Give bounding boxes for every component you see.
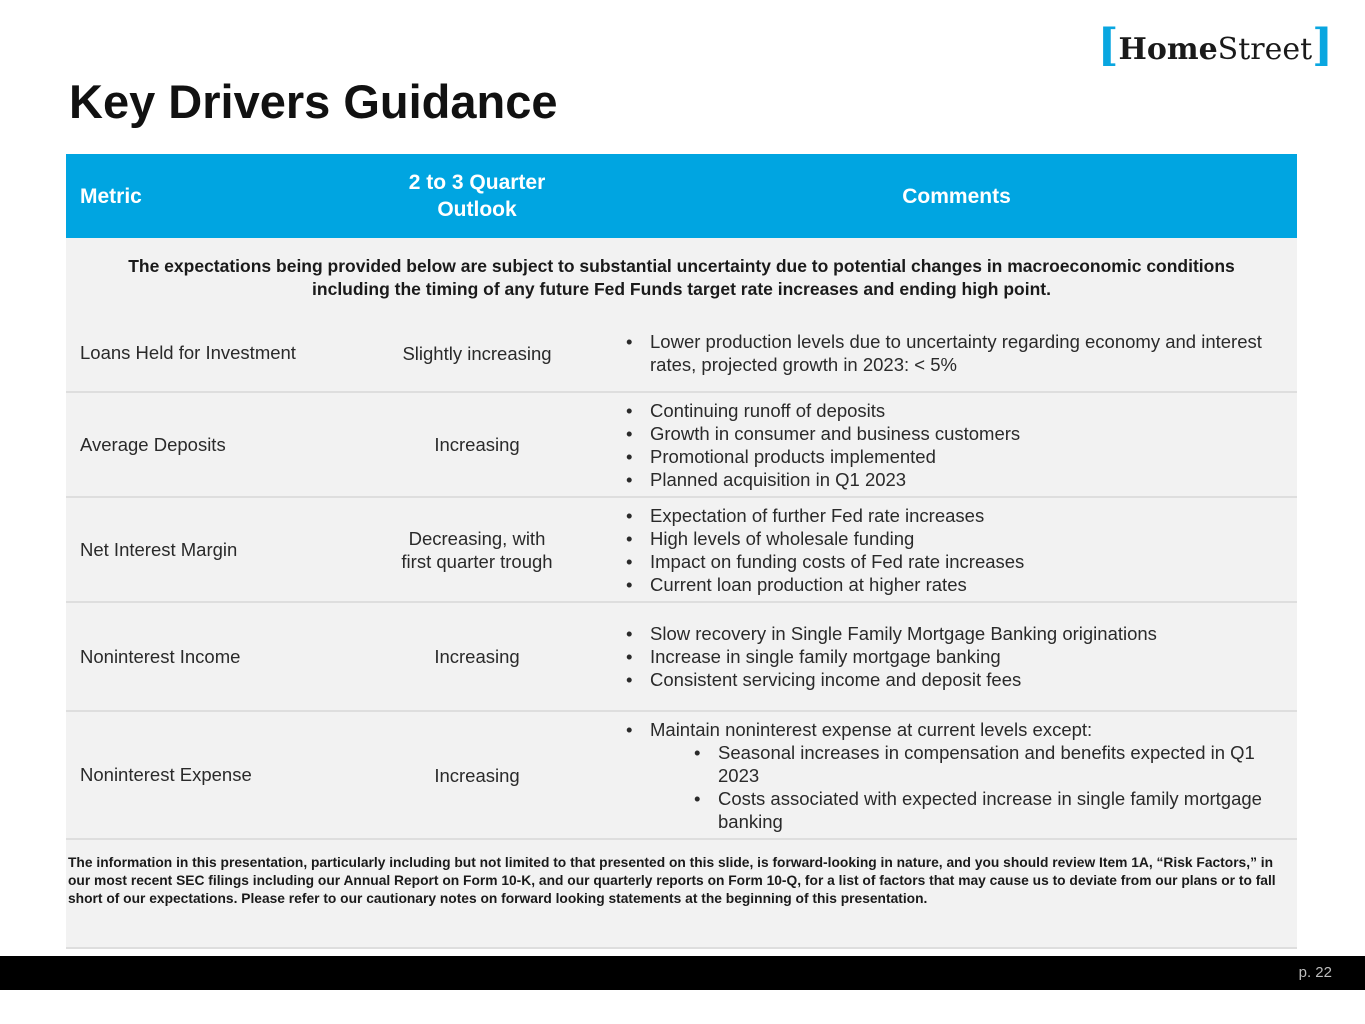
metric-cell: Average Deposits — [66, 392, 338, 497]
outlook-cell: Increasing — [338, 602, 616, 711]
comment-item: • Impact on funding costs of Fed rate increases — [624, 550, 1285, 573]
comments-cell — [616, 392, 1297, 497]
comment-item: • Current loan production at higher rates — [624, 573, 1285, 596]
table-row — [66, 392, 1297, 497]
comments-cell — [616, 602, 1297, 711]
table-row — [66, 497, 1297, 602]
table-row — [66, 315, 1297, 392]
page-title: Key Drivers Guidance — [69, 75, 558, 128]
comment-item: • Planned acquisition in Q1 2023 — [624, 468, 1285, 491]
comment-item: • Increase in single family mortgage banking — [624, 645, 1285, 668]
comment-item: • Continuing runoff of deposits — [624, 399, 1285, 422]
logo-bracket-left: [ — [1097, 20, 1119, 71]
header-outlook — [338, 154, 616, 238]
key-drivers-table — [66, 154, 1297, 949]
comment-item — [624, 718, 1285, 833]
notice-row — [66, 238, 1297, 315]
table-row — [66, 602, 1297, 711]
logo-bracket-right: ] — [1312, 20, 1333, 71]
metric-cell: Noninterest Income — [66, 602, 338, 711]
forward-looking-disclaimer — [66, 839, 1297, 948]
table-header-row — [66, 154, 1297, 238]
outlook-cell: Increasing — [338, 711, 616, 839]
comment-item: • Slow recovery in Single Family Mortgage Banking originations — [624, 622, 1285, 645]
comments-cell — [616, 315, 1297, 392]
uncertainty-notice: The expectations being provided below are subject to substantial uncertainty due to potential changes in macroeconomic conditions including the timing of any future Fed Funds target rate increases and ending high point. — [66, 238, 1297, 315]
header-metric: Metric — [66, 154, 338, 238]
comment-item: • Expectation of further Fed rate increases — [624, 504, 1285, 527]
header-comments: Comments — [616, 154, 1297, 238]
sub-comment-item: • Seasonal increases in compensation and benefits expected in Q1 2023 — [692, 741, 1285, 787]
comment-item: • High levels of wholesale funding — [624, 527, 1285, 550]
logo-home-text: Home — [1118, 31, 1218, 67]
logo-street-text: Street — [1217, 31, 1313, 67]
table-row — [66, 711, 1297, 839]
header-outlook-text: 2 to 3 Quarter Outlook — [408, 171, 546, 221]
outlook-text: Decreasing, with first quarter trough — [401, 527, 553, 572]
sub-comment-item: • Costs associated with expected increase in single family mortgage banking — [692, 787, 1285, 833]
comment-item: • Promotional products implemented — [624, 445, 1285, 468]
comment-item: • Consistent servicing income and deposit fees — [624, 668, 1285, 691]
metric-cell: Net Interest Margin — [66, 497, 338, 602]
outlook-cell: Slightly increasing — [338, 315, 616, 392]
homestreet-logo — [1097, 20, 1333, 71]
disclaimer-row — [66, 839, 1297, 948]
outlook-cell: Increasing — [338, 392, 616, 497]
comments-cell — [616, 711, 1297, 839]
footer-bar — [0, 956, 1365, 990]
metric-cell: Noninterest Expense — [66, 711, 338, 839]
outlook-cell — [338, 497, 616, 602]
comment-item: • Growth in consumer and business customers — [624, 422, 1285, 445]
comments-cell — [616, 497, 1297, 602]
page-number: p. 22 — [1298, 964, 1332, 981]
metric-cell: Loans Held for Investment — [66, 315, 338, 392]
disclaimer-text: The information in this presentation, particularly including but not limited to that presented on this slide, is forward-looking in nature, and you should review Item 1A, “Risk Factors,” in our most recent SEC filings including our Annual Report on Form 10-K, and our quarterly reports on Form 10-Q, for a list of factors that may cause us to deviate from our plans or to fall short of our expectations. Please refer to our cautionary notes on forward looking statements at the beginning of this presentation. — [68, 855, 1276, 906]
comment-item: • Lower production levels due to uncertainty regarding economy and interest rates, projected growth in 2023: < 5% — [624, 330, 1285, 376]
comment-text: Maintain noninterest expense at current levels except: — [650, 718, 1093, 740]
